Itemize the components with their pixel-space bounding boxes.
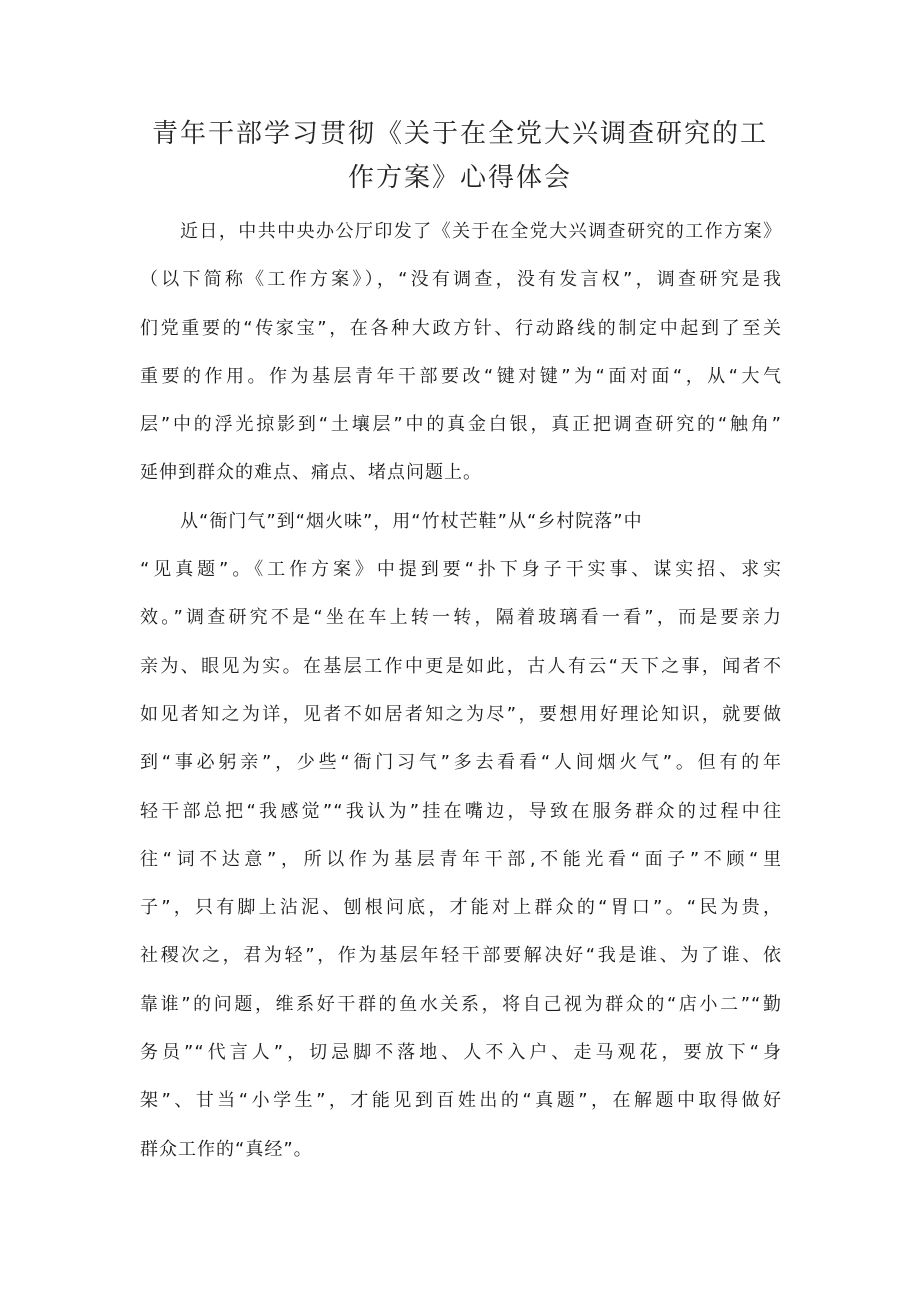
paragraph-line: （以下简称《工作方案》），“没有调查，没有发言权”，调查研究是我 <box>140 269 782 291</box>
paragraph-line: 社稷次之，君为轻”，作为基层年轻干部要解决好“我是谁、为了谁、依 <box>140 945 782 967</box>
paragraph-line: 往“词不达意”，所以作为基层青年干部,不能光看“面子”不顾“里 <box>140 848 782 870</box>
document-body <box>140 208 782 1174</box>
paragraph-line: 近日，中共中央办公厅印发了《关于在全党大兴调查研究的工作方案》 <box>180 221 782 242</box>
paragraph-line: “见真题”。《工作方案》中提到要“扑下身子干实事、谋实招、求实 <box>140 559 782 581</box>
paragraph-line: 层”中的浮光掠影到“土壤层”中的真金白银，真正把调查研究的“触角” <box>140 414 782 436</box>
title-line-2: 作方案》心得体会 <box>347 163 572 193</box>
paragraph-line: 务员”“代言人”，切忌脚不落地、人不入户、走马观花，要放下“身 <box>140 1042 782 1064</box>
paragraph-1 <box>140 208 782 498</box>
paragraph-line: 从“衙门气”到“烟火味”，用“竹杖芒鞋”从“乡村院落”中 <box>180 510 643 532</box>
document-title <box>140 112 780 200</box>
paragraph-line: 子”，只有脚上沾泥、刨根问底，才能对上群众的“胃口”。“民为贵， <box>140 897 782 919</box>
paragraph-2 <box>140 498 782 1174</box>
paragraph-line: 效。”调查研究不是“坐在车上转一转，隔着玻璃看一看”，而是要亲力 <box>140 607 782 629</box>
paragraph-line: 到“事必躬亲”，少些“衙门习气”多去看看“人间烟火气”。但有的年 <box>140 752 782 774</box>
paragraph-line: 架”、甘当“小学生”，才能见到百姓出的“真题”，在解题中取得做好 <box>140 1090 782 1112</box>
title-line-1: 青年干部学习贯彻《关于在全党大兴调查研究的工 <box>151 119 768 149</box>
paragraph-line: 延伸到群众的难点、痛点、堵点问题上。 <box>140 462 482 484</box>
paragraph-line: 靠谁”的问题，维系好干群的鱼水关系，将自己视为群众的“店小二”“勤 <box>140 993 782 1015</box>
paragraph-line: 群众工作的“真经”。 <box>140 1138 313 1160</box>
paragraph-line: 重要的作用。作为基层青年干部要改“键对键”为“面对面“，从“大气 <box>140 365 782 387</box>
paragraph-line: 轻干部总把“我感觉”“我认为”挂在嘴边，导致在服务群众的过程中往 <box>140 800 782 822</box>
paragraph-line: 们党重要的“传家宝”，在各种大政方针、行动路线的制定中起到了至关 <box>140 317 782 339</box>
paragraph-line: 亲为、眼见为实。在基层工作中更是如此，古人有云“天下之事，闻者不 <box>140 655 782 677</box>
paragraph-line: 如见者知之为详，见者不如居者知之为尽”，要想用好理论知识，就要做 <box>140 703 782 725</box>
